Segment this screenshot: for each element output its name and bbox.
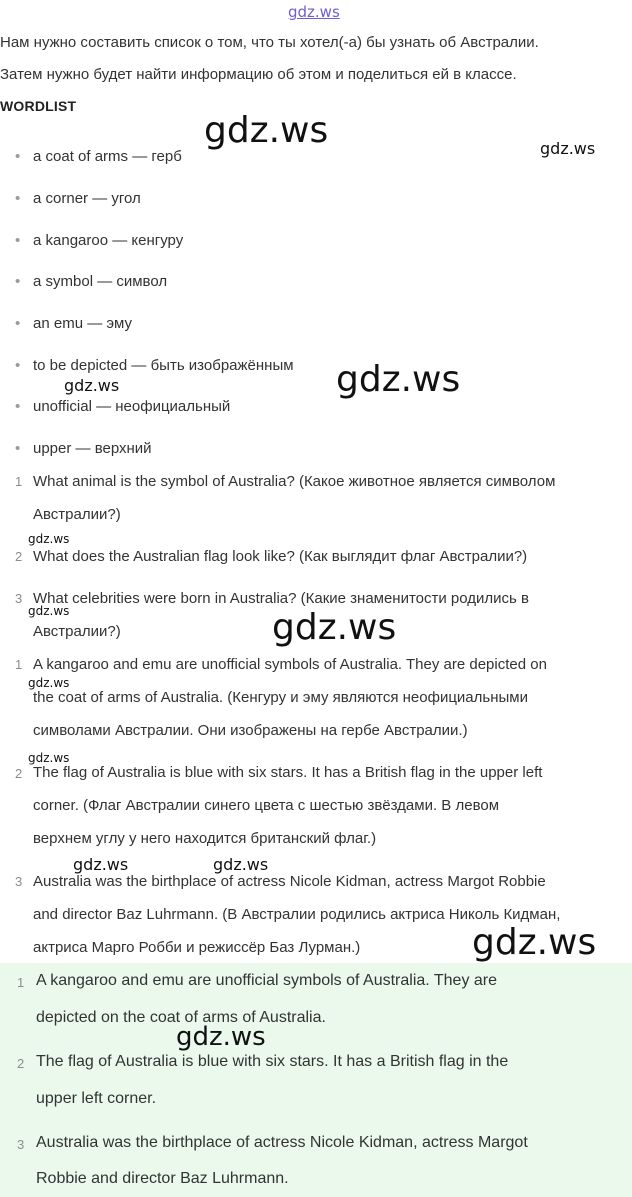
question-line: What animal is the symbol of Australia? (Какое животное является символом <box>33 473 556 490</box>
bullet-icon: • <box>15 315 21 332</box>
question-number: 3 <box>15 591 23 606</box>
watermark: gdz.ws <box>204 110 329 151</box>
wordlist-item-text: a symbol — символ <box>33 273 168 290</box>
answer-number: 2 <box>15 766 23 781</box>
wordlist-item <box>15 398 231 415</box>
answer-box <box>0 963 632 1197</box>
answer-line: актриса Марго Робби и режиссёр Баз Лурман.) <box>33 939 361 956</box>
answer-line: символами Австралии. Они изображены на гербе Австралии.) <box>33 722 468 739</box>
wordlist-item <box>15 315 133 332</box>
wordlist-item-text: a corner — угол <box>33 190 141 207</box>
question-line: Австралии?) <box>33 623 121 640</box>
wordlist-item <box>15 273 168 290</box>
watermark-top-link[interactable]: gdz.ws <box>288 3 340 21</box>
answer-line: A kangaroo and emu are unofficial symbols of Australia. They are depicted on <box>33 656 547 673</box>
wordlist-item <box>15 190 141 207</box>
wordlist-item-text: a coat of arms — герб <box>33 148 182 165</box>
answer-number: 1 <box>15 657 23 672</box>
bullet-icon: • <box>15 357 21 374</box>
watermark: gdz.ws <box>28 604 70 618</box>
bullet-icon: • <box>15 232 21 249</box>
wordlist-item <box>15 148 182 165</box>
answer-line: and director Baz Luhrmann. (В Австралии родились актриса Николь Кидман, <box>33 906 561 923</box>
bullet-icon: • <box>15 190 21 207</box>
final-answer-number: 2 <box>17 1056 25 1071</box>
watermark: gdz.ws <box>336 359 461 400</box>
final-answer-number: 1 <box>17 975 25 990</box>
wordlist-item-text: upper — верхний <box>33 440 152 457</box>
final-answer-number: 3 <box>17 1137 25 1152</box>
bullet-icon: • <box>15 440 21 457</box>
wordlist-item <box>15 357 294 374</box>
question-line: What does the Australian flag look like? (Как выглядит флаг Австралии?) <box>33 548 528 565</box>
answer-number: 3 <box>15 874 23 889</box>
final-answer-line: The flag of Australia is blue with six stars. It has a British flag in the <box>36 1053 509 1070</box>
watermark: gdz.ws <box>28 532 70 546</box>
final-answer-line: Australia was the birthplace of actress Nicole Kidman, actress Margot <box>36 1134 528 1151</box>
intro-line-1: Нам нужно составить список о том, что ты хотел(-а) бы узнать об Австралии. <box>0 34 539 51</box>
watermark: gdz.ws <box>213 855 269 874</box>
watermark: gdz.ws <box>64 376 120 395</box>
watermark: gdz.ws <box>73 855 129 874</box>
question-line: Австралии?) <box>33 506 121 523</box>
bullet-icon: • <box>15 273 21 290</box>
wordlist-item <box>15 232 184 249</box>
final-answer-line: depicted on the coat of arms of Australia. <box>36 1009 326 1026</box>
final-answer-line: A kangaroo and emu are unofficial symbols of Australia. They are <box>36 972 498 989</box>
question-number: 1 <box>15 474 23 489</box>
intro-line-2: Затем нужно будет найти информацию об этом и поделиться ей в классе. <box>0 66 517 83</box>
watermark: gdz.ws <box>472 922 597 963</box>
wordlist-item <box>15 440 152 457</box>
answer-line: The flag of Australia is blue with six stars. It has a British flag in the upper left <box>33 764 543 781</box>
wordlist-item-text: to be depicted — быть изображённым <box>33 357 294 374</box>
answer-line: corner. (Флаг Австралии синего цвета с шестью звёздами. В левом <box>33 797 500 814</box>
wordlist-item-text: unofficial — неофициальный <box>33 398 231 415</box>
bullet-icon: • <box>15 398 21 415</box>
final-answer-line: Robbie and director Baz Luhrmann. <box>36 1170 289 1187</box>
watermark: gdz.ws <box>176 1022 266 1052</box>
watermark: gdz.ws <box>28 676 70 690</box>
wordlist-item-text: a kangaroo — кенгуру <box>33 232 184 249</box>
wordlist-item-text: an emu — эму <box>33 315 133 332</box>
final-answer-line: upper left corner. <box>36 1090 157 1107</box>
bullet-icon: • <box>15 148 21 165</box>
answer-line: верхнем углу у него находится британский флаг.) <box>33 830 377 847</box>
watermark: gdz.ws <box>28 751 70 765</box>
watermark: gdz.ws <box>272 607 397 648</box>
question-line: What celebrities were born in Australia? (Какие знаменитости родились в <box>33 590 530 607</box>
wordlist-heading: WORDLIST <box>0 98 77 114</box>
question-number: 2 <box>15 549 23 564</box>
watermark: gdz.ws <box>540 139 596 158</box>
answer-line: the coat of arms of Australia. (Кенгуру и эму являются неофициальными <box>33 689 528 706</box>
answer-line: Australia was the birthplace of actress Nicole Kidman, actress Margot Robbie <box>33 873 546 890</box>
